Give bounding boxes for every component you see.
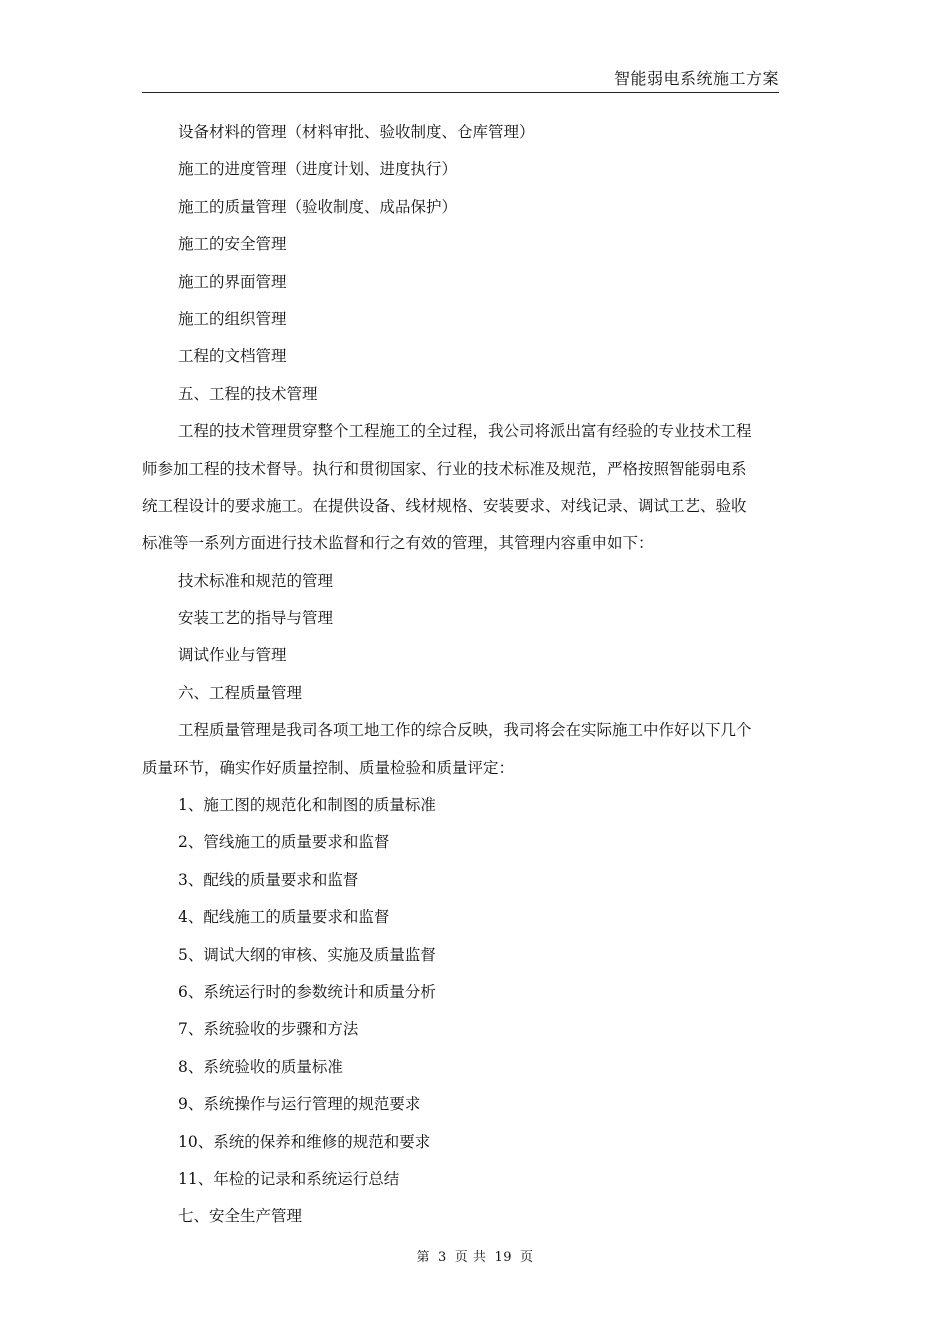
paragraph-line: 统工程设计的要求施工。在提供设备、线材规格、安装要求、对线记录、调试工艺、验收 xyxy=(142,496,747,515)
numbered-item: 4、配线施工的质量要求和监督 xyxy=(178,908,390,927)
list-item: 技术标准和规范的管理 xyxy=(178,571,334,590)
footer-suffix: 页 xyxy=(519,1250,534,1265)
footer-total-pages: 19 xyxy=(494,1250,512,1265)
list-item: 施工的质量管理（验收制度、成品保护） xyxy=(178,197,458,216)
section-heading: 五、工程的技术管理 xyxy=(178,384,318,403)
paragraph-technical-management xyxy=(142,413,802,563)
page-header xyxy=(142,66,779,93)
numbered-item: 3、配线的质量要求和监督 xyxy=(178,870,359,889)
list-item: 调试作业与管理 xyxy=(178,646,287,665)
paragraph-line: 工程质量管理是我司各项工地工作的综合反映，我司将会在实际施工中作好以下几个 xyxy=(178,721,752,740)
numbered-item: 6、系统运行时的参数统计和质量分析 xyxy=(178,982,436,1001)
numbered-item: 10、系统的保养和维修的规范和要求 xyxy=(178,1132,431,1151)
paragraph-line: 工程的技术管理贯穿整个工程施工的全过程，我公司将派出富有经验的专业技术工程 xyxy=(178,422,752,441)
footer-prefix: 第 xyxy=(416,1250,431,1265)
numbered-item: 9、系统操作与运行管理的规范要求 xyxy=(178,1095,421,1114)
numbered-item: 5、调试大纲的审核、实施及质量监督 xyxy=(178,945,436,964)
list-item: 施工的界面管理 xyxy=(178,272,287,291)
numbered-item: 8、系统验收的质量标准 xyxy=(178,1057,343,1076)
section-heading: 六、工程质量管理 xyxy=(178,683,303,702)
numbered-item: 11、年检的记录和系统运行总结 xyxy=(178,1169,400,1188)
footer-mid: 页 共 xyxy=(454,1250,487,1265)
list-item: 施工的安全管理 xyxy=(178,235,287,254)
paragraph-line: 质量环节，确实作好质量控制、质量检验和质量评定： xyxy=(142,758,515,777)
page-footer xyxy=(0,1246,950,1265)
paragraph-quality-management xyxy=(142,712,802,787)
header-title: 智能弱电系统施工方案 xyxy=(613,69,779,88)
list-item: 设备材料的管理（材料审批、验收制度、仓库管理） xyxy=(178,123,535,141)
list-item: 安装工艺的指导与管理 xyxy=(178,609,334,628)
section-heading: 七、安全生产管理 xyxy=(178,1207,303,1226)
list-item: 施工的进度管理（进度计划、进度执行） xyxy=(178,160,458,179)
numbered-item: 1、施工图的规范化和制图的质量标准 xyxy=(178,796,436,815)
page-body xyxy=(142,114,802,1236)
footer-page-number: 3 xyxy=(438,1250,447,1265)
list-item: 工程的文档管理 xyxy=(178,347,287,366)
numbered-item: 2、管线施工的质量要求和监督 xyxy=(178,833,390,852)
paragraph-line: 标准等一系列方面进行技术监督和行之有效的管理，其管理内容重申如下： xyxy=(142,534,654,553)
list-item: 施工的组织管理 xyxy=(178,309,287,328)
paragraph-line: 师参加工程的技术督导。执行和贯彻国家、行业的技术标准及规范，严格按照智能弱电系 xyxy=(142,459,747,478)
numbered-item: 7、系统验收的步骤和方法 xyxy=(178,1020,359,1039)
